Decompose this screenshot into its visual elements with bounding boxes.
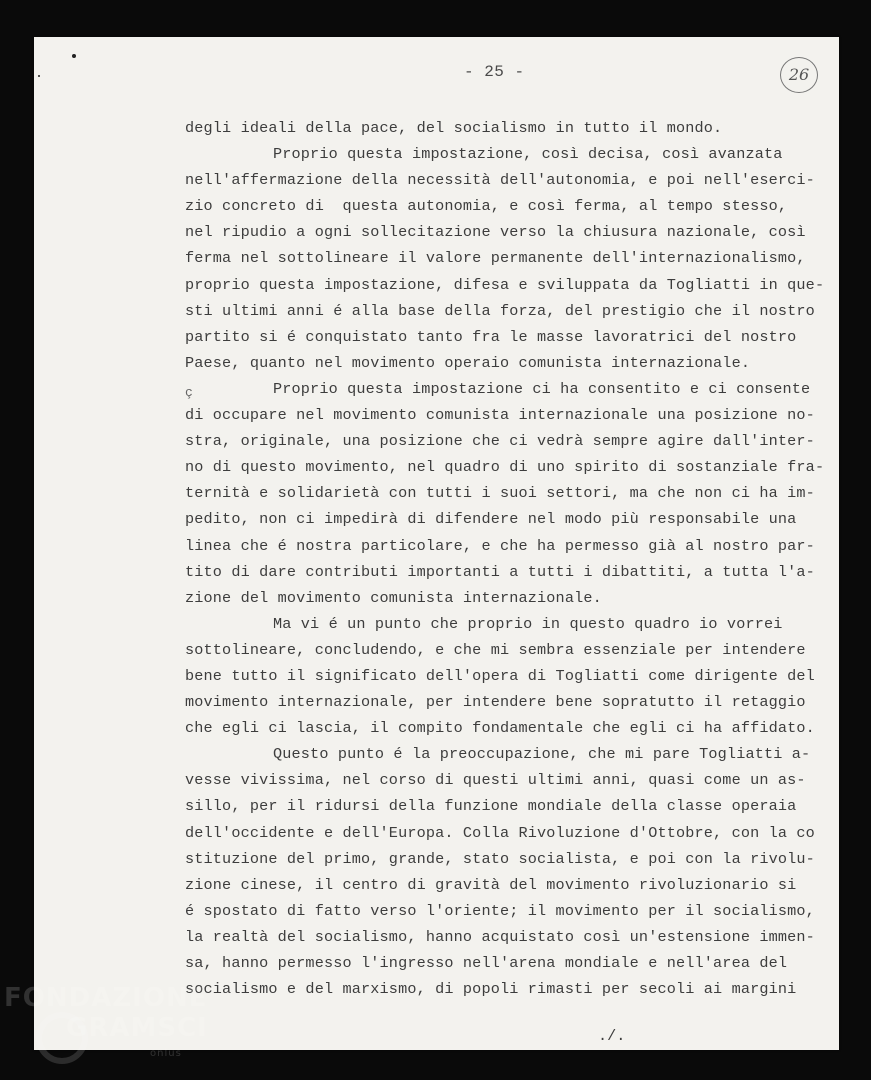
text-line: ferma nel sottolineare il valore permanente dell'internazionalismo, (185, 249, 806, 268)
text-line: sa, hanno permesso l'ingresso nell'arena mondiale e nell'area del (185, 954, 788, 972)
continuation-mark: ./. (598, 1027, 626, 1045)
text-line: Proprio questa impostazione ci ha consentito e ci consente (273, 379, 811, 398)
text-line: bene tutto il significato dell'opera di Togliatti come dirigente del (185, 666, 815, 685)
text-line: Ma vi é un punto che proprio in questo quadro io vorrei (273, 614, 783, 633)
text-line: ternità e solidarietà con tutti i suoi settori, ma che non ci ha im- (185, 484, 815, 503)
text-line: linea che é nostra particolare, e che ha permesso già al nostro par- (185, 536, 815, 555)
text-line: stituzione del primo, grande, stato socialista, e poi con la rivolu- (185, 849, 815, 868)
text-line: partito si é conquistato tanto fra le masse lavoratrici del nostro (185, 327, 797, 346)
archive-page-number: 26 (780, 57, 818, 93)
text-line: vesse vivissima, nel corso di questi ultimi anni, quasi come un as- (185, 771, 806, 790)
text-line: sti ultimi anni é alla base della forza, del prestigio che il nostro (185, 301, 815, 320)
text-line: Proprio questa impostazione, così decisa, così avanzata (273, 145, 783, 164)
text-line: di occupare nel movimento comunista internazionale una posizione no- (185, 406, 815, 425)
text-line: no di questo movimento, nel quadro di uno spirito di sostanziale fra- (185, 458, 825, 477)
watermark-line-1: FONDAZIONE (4, 983, 208, 1013)
text-line: nell'affermazione della necessità dell'autonomia, e poi nell'eserci- (185, 171, 815, 190)
text-line: movimento internazionale, per intendere bene sopratutto il retaggio (185, 693, 806, 712)
text-line: che egli ci lascia, il compito fondamentale che egli ci ha affidato. (185, 719, 815, 738)
margin-mark: ç (185, 385, 193, 400)
text-line: tito di dare contributi importanti a tutti i dibattiti, a tutta l'a- (185, 562, 815, 581)
text-line: stra, originale, una posizione che ci vedrà sempre agire dall'inter- (185, 432, 815, 451)
text-line: zione del movimento comunista internazionale. (185, 588, 602, 607)
body-text (185, 115, 825, 1002)
ink-speck (38, 75, 40, 77)
text-line: é spostato di fatto verso l'oriente; il movimento per il socialismo, (185, 901, 815, 920)
watermark (4, 985, 208, 1059)
text-line: dell'occidente e dell'Europa. Colla Rivoluzione d'Ottobre, con la co (185, 823, 815, 842)
text-line: nel ripudio a ogni sollecitazione verso la chiusura nazionale, così (185, 223, 806, 242)
watermark-line-3: onlus (150, 1048, 182, 1059)
text-line: Paese, quanto nel movimento operaio comunista internazionale. (185, 353, 751, 372)
text-line: Questo punto é la preoccupazione, che mi pare Togliatti a- (273, 745, 811, 764)
text-line: proprio questa impostazione, difesa e sviluppata da Togliatti in que- (185, 275, 825, 294)
text-line: sottolineare, concludendo, e che mi sembra essenziale per intendere (185, 640, 806, 659)
text-line: la realtà del socialismo, hanno acquistato così un'estensione immen- (185, 927, 815, 946)
text-line: socialismo e del marxismo, di popoli rimasti per secoli ai margini (185, 980, 797, 999)
ink-speck (72, 54, 76, 58)
text-line: sillo, per il ridursi della funzione mondiale della classe operaia (185, 797, 797, 816)
text-line: degli ideali della pace, del socialismo in tutto il mondo. (185, 119, 723, 137)
text-line: zione cinese, il centro di gravità del movimento rivoluzionario si (185, 875, 797, 894)
page-number: - 25 - (464, 63, 525, 81)
text-line: pedito, non ci impedirà di difendere nel modo più responsabile una (185, 510, 797, 529)
text-line: zio concreto di questa autonomia, e così ferma, al tempo stesso, (185, 197, 788, 216)
document-page (34, 37, 839, 1050)
watermark-line-2: GRAMSCI (66, 1013, 208, 1043)
